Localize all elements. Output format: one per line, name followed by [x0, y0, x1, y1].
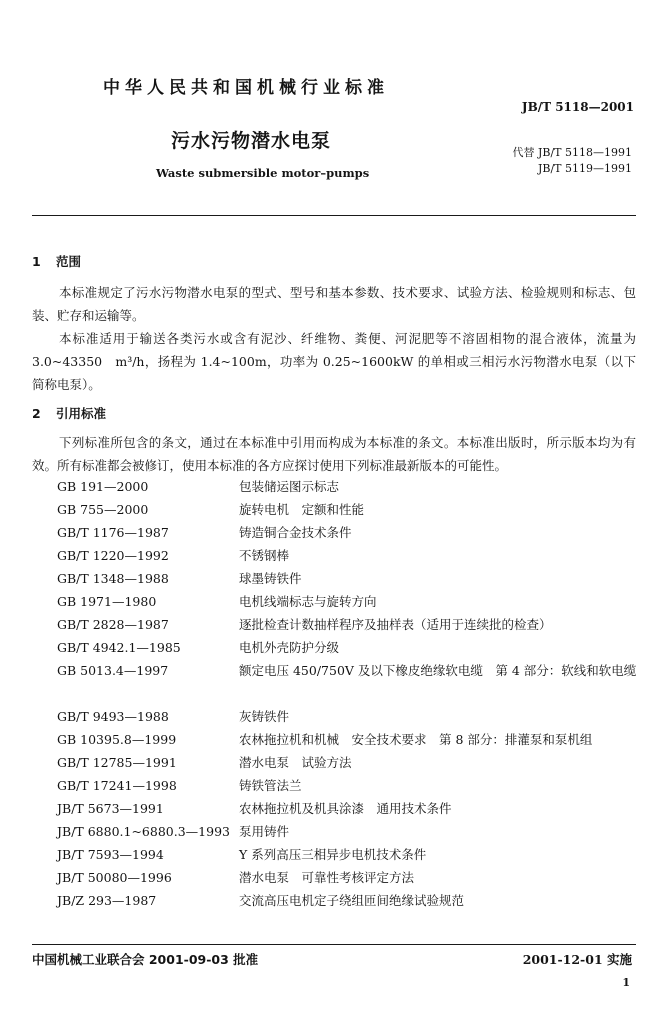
- section-1-paragraph-2: 本标准适用于输送各类污水或含有泥沙、纤维物、粪便、河泥肥等不溶固相物的混合液体，流量为 3.0~43350 m³/h，扬程为 1.4~100m，功率为 0.25~1600kW 的单相或三相污水污物潜水电泵（以下简称电泵）。: [32, 331, 636, 392]
- standard-title: 交流高压电机定子绕组匝间绝缘试验规范: [239, 893, 465, 908]
- standard-list-item: [0, 799, 672, 822]
- standard-title: 农林拖拉机和机械 安全技术要求 第 8 部分：排灌泵和泵机组: [239, 732, 593, 747]
- standard-list-item: [0, 868, 672, 891]
- standard-title: 潜水电泵 可靠性考核评定方法: [239, 870, 415, 885]
- section-1-paragraph-1: 本标准规定了污水污物潜水电泵的型式、型号和基本参数、技术要求、试验方法、检验规则和标志、包装、贮存和运输等。: [32, 285, 636, 323]
- standard-list-item: [0, 891, 672, 914]
- standard-title: 包装储运图示标志: [239, 479, 340, 494]
- section-1-title: 范围: [56, 254, 82, 269]
- standard-title: 电机外壳防护分级: [239, 640, 340, 655]
- standard-title: 球墨铸铁件: [239, 571, 302, 586]
- standard-list-item: [0, 845, 672, 868]
- standard-code: GB/T 1220—1992: [57, 548, 169, 563]
- standard-list-item: [0, 477, 672, 500]
- standard-code: GB/T 1176—1987: [57, 525, 169, 540]
- document-title-en: Waste submersible motor–pumps: [156, 166, 370, 180]
- replaces-line-2: JB/T 5119—1991: [537, 162, 632, 175]
- standard-number: JB/T 5118—2001: [521, 100, 634, 114]
- standard-code: GB/T 1348—1988: [57, 571, 169, 586]
- section-2-number: 2: [32, 406, 41, 421]
- standard-list-item: [0, 776, 672, 799]
- standard-title: 旋转电机 定额和性能: [239, 502, 365, 517]
- standard-list-item: [0, 615, 672, 638]
- standard-title: 逐批检查计数抽样程序及抽样表（适用于连续批的检查）: [239, 617, 552, 632]
- standard-title: 铸铁管法兰: [239, 778, 302, 793]
- standard-title: 灰铸铁件: [239, 709, 290, 724]
- standard-list-item: [0, 707, 672, 730]
- standard-code: GB/T 9493—1988: [57, 709, 169, 724]
- standard-code: GB 10395.8—1999: [57, 732, 177, 747]
- standard-code: JB/T 7593—1994: [57, 847, 164, 862]
- standard-code: GB/T 4942.1—1985: [57, 640, 181, 655]
- standard-code: JB/T 50080—1996: [57, 870, 172, 885]
- implementation-line: 2001-12-01 实施: [522, 952, 632, 967]
- standard-list-item: [0, 638, 672, 661]
- page-number: 1: [622, 976, 630, 989]
- footer-divider: [32, 944, 636, 945]
- standard-code: GB/T 2828—1987: [57, 617, 169, 632]
- standard-title: 额定电压 450/750V 及以下橡皮绝缘软电缆 第 4 部分：软线和软电缆: [239, 663, 637, 678]
- standard-title: 电机线端标志与旋转方向: [239, 594, 377, 609]
- section-1-heading: [32, 252, 81, 270]
- standard-list-item: [0, 822, 672, 845]
- approval-line: 中国机械工业联合会 2001-09-03 批准: [32, 952, 259, 967]
- standard-list-item: [0, 523, 672, 546]
- standard-list-item: [0, 730, 672, 753]
- standard-title: 铸造铜合金技术条件: [239, 525, 352, 540]
- standard-organization: 中华人民共和国机械行业标准: [103, 78, 389, 98]
- section-2-heading: [32, 404, 106, 422]
- standard-title: 潜水电泵 试验方法: [239, 755, 352, 770]
- standard-title: 泵用铸件: [239, 824, 290, 839]
- standard-title: 农林拖拉机及机具涂漆 通用技术条件: [239, 801, 452, 816]
- section-2-intro: 下列标准所包含的条文，通过在本标准中引用而构成为本标准的条文。本标准出版时，所示版本均为有效。所有标准都会被修订，使用本标准的各方应探讨使用下列标准最新版本的可能性。: [32, 435, 636, 473]
- standard-code: GB/T 12785—1991: [57, 755, 177, 770]
- standard-title: 不锈钢棒: [239, 548, 290, 563]
- standard-list-item: [0, 569, 672, 592]
- document-title-cn: 污水污物潜水电泵: [171, 130, 332, 152]
- section-1-number: 1: [32, 254, 41, 269]
- section-2-title: 引用标准: [56, 406, 107, 421]
- replaces-line-1: 代替 JB/T 5118—1991: [512, 146, 632, 159]
- header-divider: [32, 215, 636, 216]
- standard-code: GB 1971—1980: [57, 594, 157, 609]
- standard-code: JB/T 5673—1991: [57, 801, 164, 816]
- standard-title: Y 系列高压三相异步电机技术条件: [239, 847, 427, 862]
- standard-list-item: [0, 661, 672, 707]
- standard-code: JB/T 6880.1~6880.3—1993: [57, 824, 230, 839]
- standard-list-item: [0, 546, 672, 569]
- standard-code: GB/T 17241—1998: [57, 778, 177, 793]
- standard-code: GB 5013.4—1997: [57, 663, 169, 678]
- standard-list-item: [0, 592, 672, 615]
- standard-code: GB 191—2000: [57, 479, 149, 494]
- standard-list-item: [0, 753, 672, 776]
- standard-code: GB 755—2000: [57, 502, 149, 517]
- referenced-standards-list: [0, 477, 672, 914]
- standard-code: JB/Z 293—1987: [57, 893, 157, 908]
- standard-list-item: [0, 500, 672, 523]
